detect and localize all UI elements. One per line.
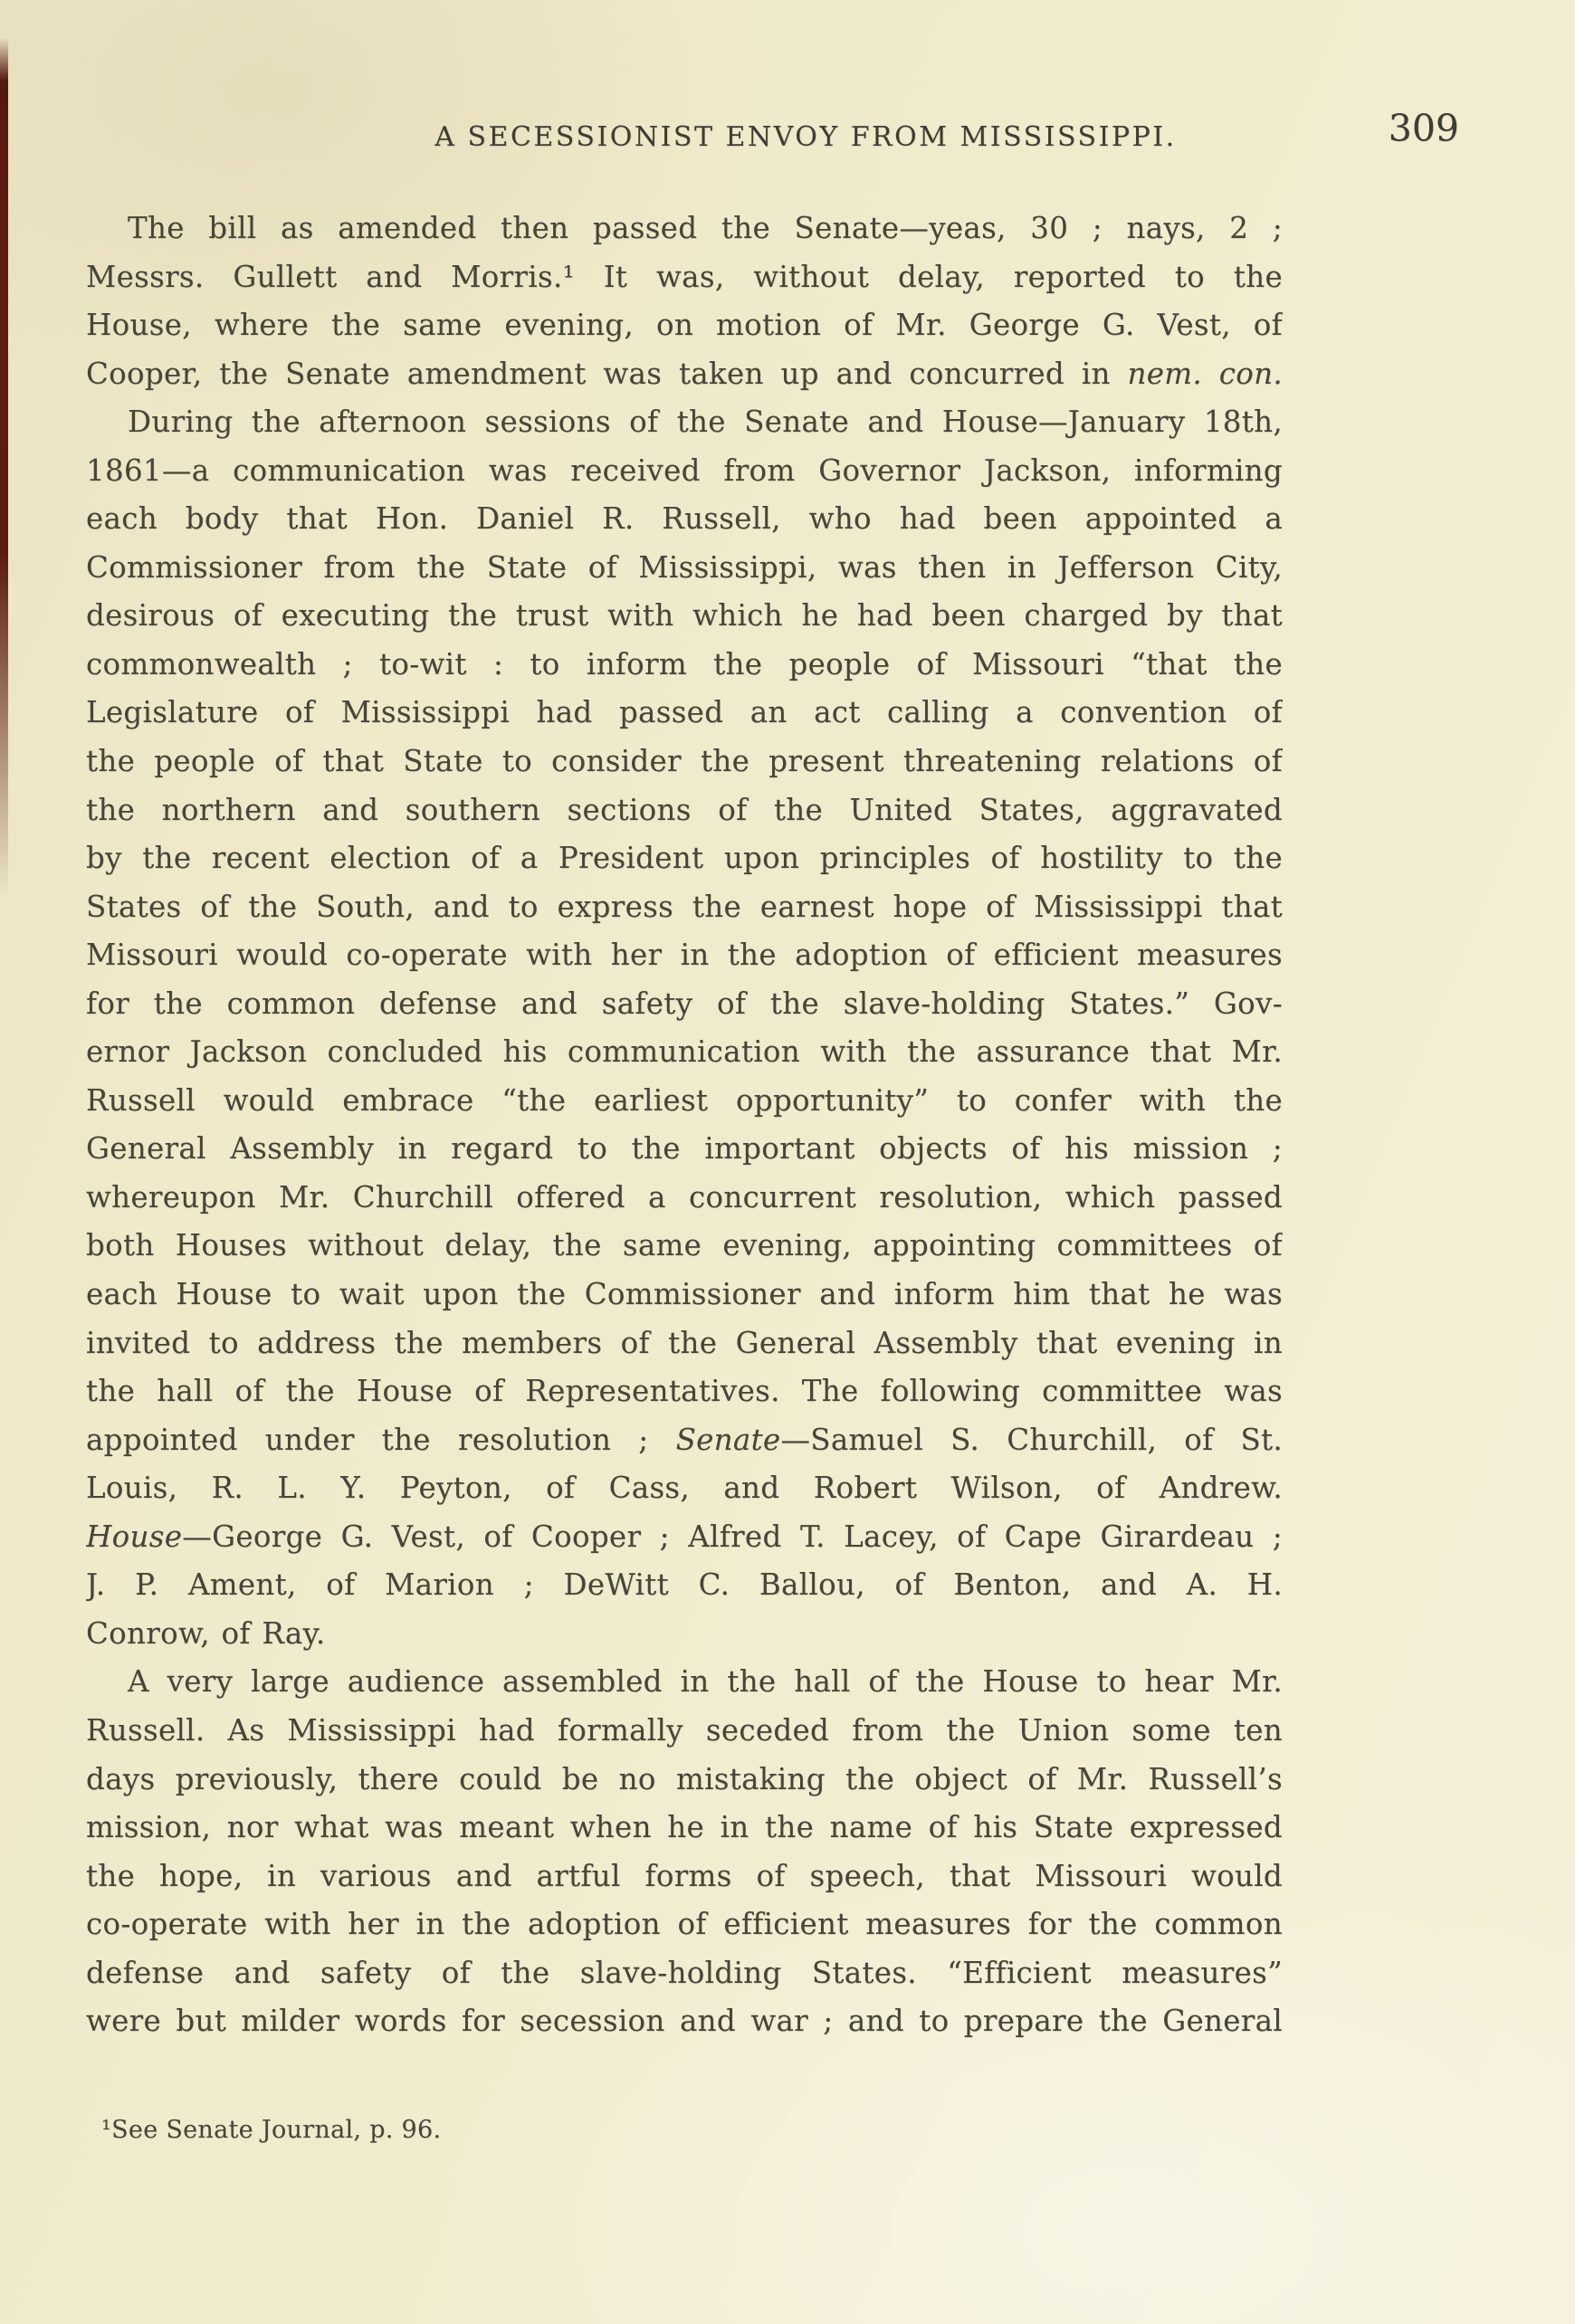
text-line: the hall of the House of Representatives. The following committee was: [86, 1374, 1283, 1409]
text-line: House—George G. Vest, of Cooper ; Alfred T. Lacey, of Cape Girardeau ;: [86, 1519, 1283, 1554]
text-line: the northern and southern sections of the United States, aggravated: [86, 792, 1283, 827]
text-line: defense and safety of the slave-holding States. “Efficient measures”: [86, 1955, 1283, 1990]
footnote: ¹See Senate Journal, p. 96.: [101, 2116, 442, 2144]
text-line: A very large audience assembled in the hall of the House to hear Mr.: [128, 1664, 1283, 1700]
text-line: desirous of executing the trust with which he had been charged by that: [86, 598, 1283, 633]
text-line: the people of that State to consider the present threatening relations of: [86, 744, 1283, 779]
text-line: Missouri would co-operate with her in the adoption of efficient measures: [86, 938, 1283, 973]
text-line: Legislature of Mississippi had passed an act calling a convention of: [86, 695, 1283, 730]
text-line: Louis, R. L. Y. Peyton, of Cass, and Robert Wilson, of Andrew.: [86, 1471, 1283, 1506]
text-line: were but milder words for secession and war ; and to prepare the General: [86, 2004, 1283, 2039]
text-line: Commissioner from the State of Mississippi, was then in Jefferson City,: [86, 549, 1283, 585]
text-line: J. P. Ament, of Marion ; DeWitt C. Ballou, of Benton, and A. H.: [86, 1567, 1283, 1603]
text-line: appointed under the resolution ; Senate—Samuel S. Churchill, of St.: [86, 1422, 1283, 1457]
text-line: for the common defense and safety of the slave-holding States.” Gov-: [86, 986, 1283, 1021]
text-line: ernor Jackson concluded his communication with the assurance that Mr.: [86, 1034, 1283, 1070]
text-line: House, where the same evening, on motion of Mr. George G. Vest, of: [86, 308, 1283, 343]
text-line: by the recent election of a President upon principles of hostility to the: [86, 841, 1283, 876]
text-line: Conrow, of Ray.: [86, 1615, 326, 1651]
text-line: invited to address the members of the General Assembly that evening in: [86, 1325, 1283, 1360]
text-line: The bill as amended then passed the Senate—yeas, 30 ; nays, 2 ;: [128, 211, 1283, 245]
text-line: commonwealth ; to-wit : to inform the people of Missouri “that the: [86, 646, 1283, 681]
running-header: A SECESSIONIST ENVOY FROM MISSISSIPPI.: [434, 121, 1177, 153]
body-text: [86, 205, 1283, 2046]
text-line: each body that Hon. Daniel R. Russell, who had been appointed a: [86, 501, 1283, 537]
text-line: days previously, there could be no mistaking the object of Mr. Russell’s: [86, 1761, 1283, 1796]
text-line: the hope, in various and artful forms of speech, that Missouri would: [86, 1858, 1283, 1893]
text-line: Cooper, the Senate amendment was taken up and concurred in nem. con.: [86, 356, 1283, 391]
text-line: General Assembly in regard to the important objects of his mission ;: [86, 1131, 1283, 1167]
text-line: mission, nor what was meant when he in the name of his State expressed: [86, 1810, 1283, 1845]
binding-edge: [0, 38, 8, 898]
text-line: States of the South, and to express the earnest hope of Mississippi that: [86, 889, 1283, 924]
text-line: Russell. As Mississippi had formally seceded from the Union some ten: [86, 1712, 1283, 1748]
text-line: 1861—a communication was received from Governor Jackson, informing: [86, 452, 1283, 488]
text-line: During the afternoon sessions of the Senate and House—January 18th,: [128, 405, 1283, 440]
text-line: Russell would embrace “the earliest opportunity” to confer with the: [86, 1082, 1283, 1118]
text-line: each House to wait upon the Commissioner and inform him that he was: [86, 1277, 1283, 1312]
text-line: Messrs. Gullett and Morris.¹ It was, without delay, reported to the: [86, 259, 1283, 294]
text-line: whereupon Mr. Churchill offered a concurrent resolution, which passed: [86, 1179, 1283, 1214]
text-line: both Houses without delay, the same evening, appointing committees of: [86, 1228, 1283, 1263]
text-line: co-operate with her in the adoption of efficient measures for the common: [86, 1907, 1283, 1942]
page-number: 309: [1388, 107, 1459, 150]
